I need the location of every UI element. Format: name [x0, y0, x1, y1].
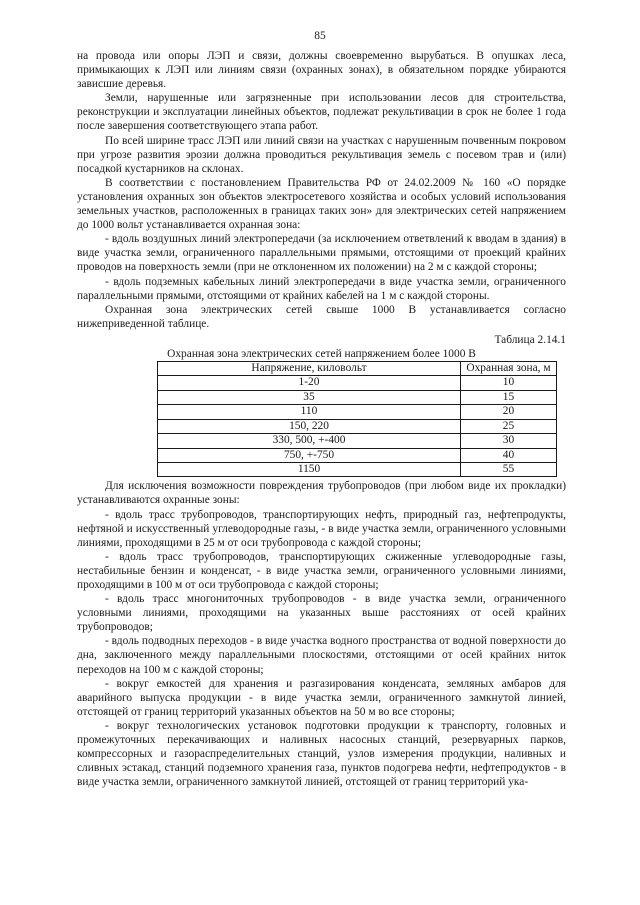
table-cell-voltage: 1-20	[158, 376, 461, 390]
table-row	[158, 419, 557, 433]
table-cell-voltage: 330, 500, +-400	[158, 434, 461, 448]
table-row	[158, 462, 557, 476]
paragraph: Для исключения возможности повреждения трубопроводов (при любом виде их прокладки) устанавливаются охранные зоны:	[77, 480, 566, 507]
table-row	[158, 434, 557, 448]
list-item: - вдоль трасс трубопроводов, транспортирующих нефть, природный газ, нефтепродукты, нефтяной и искусственный углеводородные газы, - в виде участка земли, ограниченного условными линиями, проходящими в 25 м от оси трубопровода с каждой стороны;	[77, 508, 566, 549]
table-cell-voltage: 150, 220	[158, 419, 461, 433]
table-row	[158, 376, 557, 390]
paragraph: По всей ширине трасс ЛЭП или линий связи на участках с нарушенным почвенным покровом при угрозе развития эрозии должна проводиться рекультивация земель с посевом трав и (или) посадкой кустарников на склонах.	[77, 134, 566, 175]
table-row	[158, 405, 557, 419]
table-cell-zone: 25	[461, 419, 557, 433]
paragraph: Земли, нарушенные или загрязненные при использовании лесов для строительства, реконструкции и эксплуатации линейных объектов, подлежат рекультивации в срок не более 1 года после завершения соответствующего этапа работ.	[77, 92, 566, 133]
table-row	[158, 390, 557, 404]
table-cell-zone: 30	[461, 434, 557, 448]
protection-zone-table	[157, 361, 557, 477]
table-cell-voltage: 110	[158, 405, 461, 419]
table-cell-voltage: 1150	[158, 462, 461, 476]
list-item: - вокруг технологических установок подготовки продукции к транспорту, головных и промежуточных перекачивающих и наливных насосных станций, резервуарных парков, компрессорных и газораспределительных станций, узлов измерения продукции, наливных и сливных эстакад, станций подземного хранения газа, пунктов подогрева нефти, нефтепродуктов - в виде участка земли, ограниченного замкнутой линией, отстоящей от границ территорий ука-	[77, 719, 566, 789]
table-cell-zone: 10	[461, 376, 557, 390]
list-item: - вдоль трасс трубопроводов, транспортирующих сжиженные углеводородные газы, нестабильные бензин и конденсат, - в виде участка земли, ограниченного условными линиями, проходящими в 100 м от оси трубопровода с каждой стороны;	[77, 550, 566, 591]
paragraph: Охранная зона электрических сетей свыше 1000 В устанавливается согласно нижеприведенной таблице.	[77, 303, 566, 330]
list-item: - вдоль трасс многониточных трубопроводов - в виде участка земли, ограниченного условными линиями, проходящими на указанных выше расстояниях от осей крайних трубопроводов;	[77, 593, 566, 634]
table-cell-zone: 55	[461, 462, 557, 476]
table-title: Охранная зона электрических сетей напряжением более 1000 В	[167, 347, 476, 360]
page-number: 85	[314, 30, 326, 42]
paragraph: на провода или опоры ЛЭП и связи, должны своевременно вырубаться. В опушках леса, примыкающих к ЛЭП или линиям связи (охранных зонах), в обязательном порядке убираются зависшие деревья.	[77, 50, 566, 91]
list-item: - вдоль подводных переходов - в виде участка водного пространства от водной поверхности до дна, заключенного между параллельными плоскостями, отстоящими от осей крайних ниток переходов на 100 м с каждой стороны;	[77, 635, 566, 676]
table-row	[158, 448, 557, 462]
list-item: - вокруг емкостей для хранения и разгазирования конденсата, земляных амбаров для аварийного выпуска продукции - в виде участка земли, ограниченного замкнутой линией, отстоящей от границ территорий указанных объектов на 50 м во все стороны;	[77, 677, 566, 718]
table-header-voltage: Напряжение, киловольт	[158, 362, 461, 376]
table-caption: Таблица 2.14.1	[494, 333, 566, 346]
table-cell-voltage: 35	[158, 390, 461, 404]
table-cell-voltage: 750, +-750	[158, 448, 461, 462]
paragraph: В соответствии с постановлением Правительства РФ от 24.02.2009 № 160 «О порядке установления охранных зон объектов электросетевого хозяйства и особых условий использования земельных участков, расположенных в границах таких зон» для электрических сетей напряжением до 1000 вольт устанавливается охранная зона:	[77, 176, 566, 232]
table-cell-zone: 15	[461, 390, 557, 404]
table-cell-zone: 40	[461, 448, 557, 462]
page-content	[77, 49, 566, 789]
list-item: - вдоль воздушных линий электропередачи (за исключением ответвлений к вводам в здания) в виде участка земли, ограниченного параллельными прямыми, отстоящими от проекций крайних проводов на поверхность земли (при не отклоненном их положении) на 2 м с каждой стороны;	[77, 233, 566, 274]
table-cell-zone: 20	[461, 405, 557, 419]
list-item: - вдоль подземных кабельных линий электропередачи в виде участка земли, ограниченного параллельными прямыми, отстоящими от крайних кабелей на 1 м с каждой стороны.	[77, 275, 566, 302]
table-header-row	[158, 362, 557, 376]
table-header-zone: Охранная зона, м	[461, 362, 557, 376]
